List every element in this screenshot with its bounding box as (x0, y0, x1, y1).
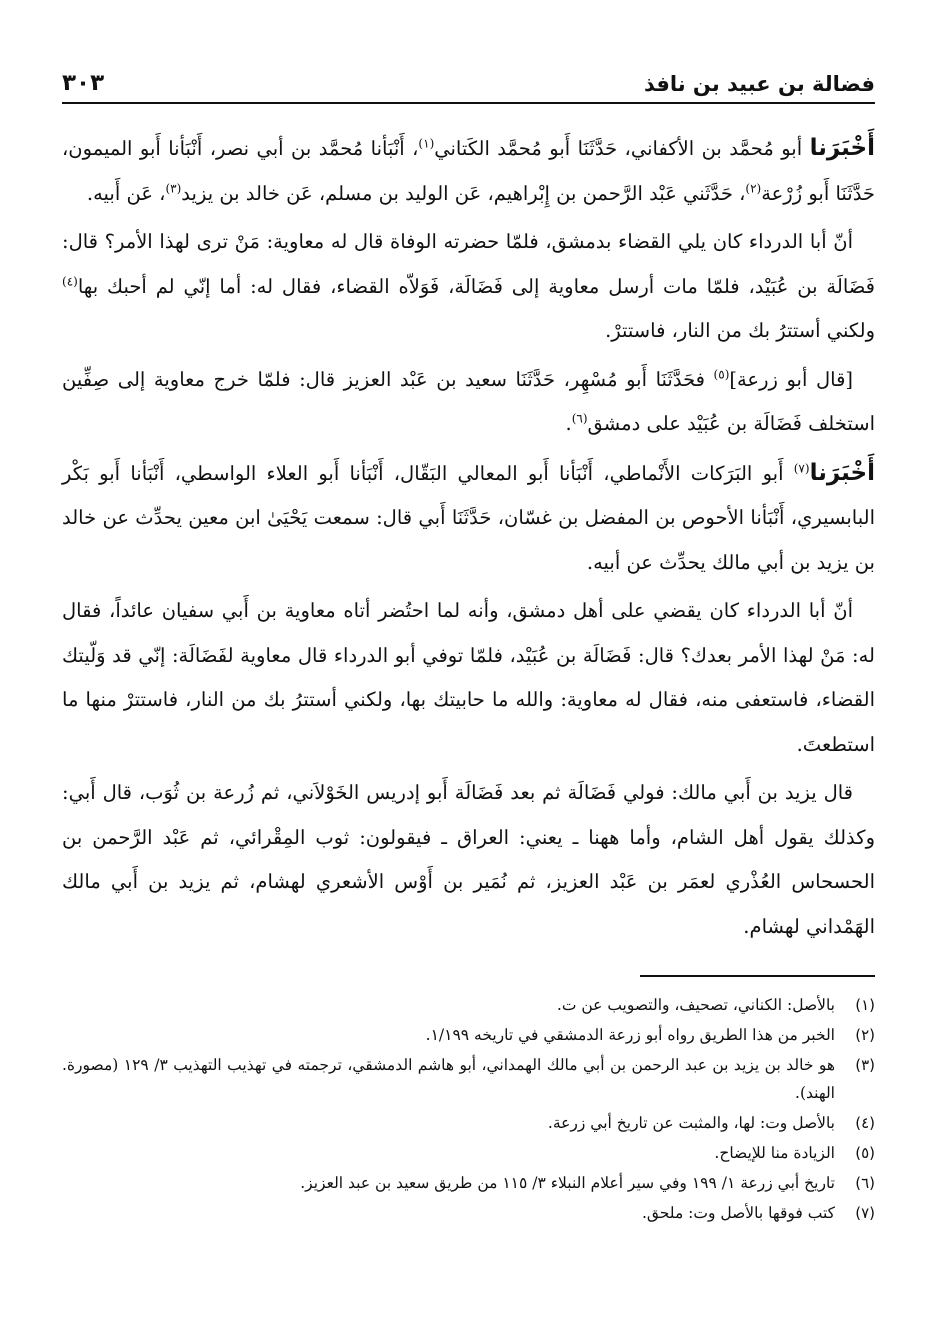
footnote-text: هو خالد بن يزيد بن عبد الرحمن بن أبي مالك الهمداني، أبو هاشم الدمشقي، ترجمته في تهذيب التهذيب ٣/ ١٢٩ (مصورة. الهند). (62, 1056, 836, 1102)
page-number: ٣٠٣ (62, 70, 105, 96)
paragraph-4 (62, 451, 875, 586)
paragraph-text: ، حَدَّثَني عَبْد الرَّحمن بن إِبْراهيم، عَن الوليد بن مسلم، عَن خالد بن يزيد (181, 181, 746, 205)
footnote-6 (62, 1169, 875, 1197)
running-header (62, 60, 875, 104)
footnote-text: كتب فوقها بالأصل وت: ملحق. (641, 1204, 835, 1222)
paragraph-text: . (565, 412, 572, 435)
footnote-number: (٤) (855, 1114, 875, 1132)
paragraph-text: أنّ أبا الدرداء كان يلي القضاء بدمشق، فلمّا حضرته الوفاة قال له معاوية: مَنْ ترى لهذا الأمر؟ قال: فَضَالَة بن عُبَيْد، فلمّا مات أرسل معاوية إلى فَضَالَة، فَوَلاّه القضاء، فقال له: أما إنّي لم أحبك بها (62, 230, 875, 298)
paragraph-text: فحَدَّثَنَا أَبو مُسْهِر، حَدَّثَنَا سعيد بن عَبْد العزيز قال: فلمّا خرج معاوية إلى صِفِّين استخلف فَضَالَة بن عُبَيْد على دمشق (62, 367, 875, 435)
paragraph-text: ، عَن أَبيه. (86, 181, 166, 205)
paragraph-6 (62, 771, 875, 949)
footnotes-list (62, 991, 875, 1227)
footnote-4 (62, 1109, 875, 1137)
footnote-number: (٢) (855, 1026, 875, 1044)
main-text (62, 126, 875, 949)
paragraph-text: قال يزيد بن أَبي مالك: فولي فَضَالَة ثم بعد فَضَالَة أَبو إدريس الخَوْلاَني، ثم زُرعة بن ثُوَب، قال أَبي: وكذلك يقول أهل الشام، وأما ههنا ـ يعني: العراق ـ فيقولون: ثوب المِقْرائي، ثم عَبْد الرَّحمن بن الحسحاس العُذْري لعمَر بن عَبْد العزيز، ثم نُمَير بن أَوْس الأشعري لهشام، ثم يزيد بن أَبي مالك الهَمْداني لهشام. (62, 781, 875, 938)
footnote-number: (٣) (855, 1056, 875, 1074)
footnote-ref: (١) (418, 136, 435, 151)
footnote-ref: (٣) (165, 181, 182, 195)
footnote-5 (62, 1139, 875, 1167)
paragraph-text: أَبو البَرَكات الأَنْماطي، أَنْبَأنا أَبو المعالي البَقّال، أَنْبَأنا أَبو العلاء الواسطي، أَنْبَأنا أَبو بَكْر البابسيري، أَنْبَأنا الأحوص بن المفضل بن غسّان، حَدَّثَنَا أَبي قال: سمعت يَحْيَىٰ ابن معين يحدِّث عن خالد بن يزيد بن أبي مالك يحدِّث عن أبيه. (62, 461, 875, 574)
footnote-ref: (٧) (793, 461, 810, 475)
footnote-number: (١) (855, 996, 875, 1014)
paragraph-text: [قال أبو زرعة] (729, 367, 853, 391)
footnote-number: (٥) (855, 1144, 875, 1162)
paragraph-text: ولكني أستترُ بك من النار، فاستترْ. (605, 319, 875, 342)
paragraph-text: أنّ أبا الدرداء كان يقضي على أهل دمشق، وأنه لما احتُضر أتاه معاوية بن أَبي سفيان عائداً، فقال له: مَنْ لهذا الأمر بعدك؟ قال: فَضَالَة بن عُبَيْد، فلمّا توفي أبو الدرداء قال معاوية لفَضَالَة: إنّي قد وَلّيتك القضاء، فاستعفى منه، فقال له معاوية: والله ما حابيتك بها، ولكني أستترُ بك من النار، فاستترْ منها ما استطعتَ. (62, 599, 875, 756)
footnote-text: بالأصل وت: لها، والمثبت عن تاريخ أبي زرعة. (547, 1114, 835, 1132)
footnote-2 (62, 1021, 875, 1049)
running-title: فضالة بن عبيد بن نافذ (643, 72, 875, 96)
footnote-text: الزيادة منا للإيضاح. (714, 1144, 835, 1162)
paragraph-text: أبو مُحمَّد بن الأكفاني، حَدَّثَنَا أَبو مُحمَّد الكَتاني (434, 137, 810, 160)
paragraph-2 (62, 220, 875, 354)
paragraph-lead: أَخْبَرَنا (809, 135, 875, 161)
footnote-separator (640, 975, 875, 977)
footnote-ref: (٤) (62, 274, 78, 288)
footnote-number: (٧) (855, 1204, 875, 1222)
paragraph-lead: أَخْبَرَنا (809, 459, 875, 486)
footnote-3 (62, 1051, 875, 1107)
footnote-ref: (٥) (713, 367, 730, 381)
footnote-ref: (٦) (571, 411, 588, 426)
footnote-text: الخبر من هذا الطريق رواه أبو زرعة الدمشقي في تاريخه ١/١٩٩. (425, 1026, 835, 1044)
paragraph-1 (62, 126, 875, 216)
paragraph-3 (62, 358, 875, 447)
footnote-text: بالأصل: الكناني، تصحيف، والتصويب عن ت. (556, 996, 835, 1014)
footnote-7 (62, 1199, 875, 1227)
footnote-number: (٦) (855, 1174, 875, 1192)
footnote-1 (62, 991, 875, 1019)
paragraph-5 (62, 589, 875, 767)
footnote-ref: (٢) (745, 181, 762, 195)
footnote-text: تاريخ أبي زرعة ١/ ١٩٩ وفي سير أعلام النبلاء ٣/ ١١٥ من طريق سعيد بن عبد العزيز. (300, 1174, 835, 1192)
paragraph-text: ، أَنْبَأنا مُحمَّد بن أبي نصر، أَنْبَأنا أَبو الميمون، حَدَّثَنَا أَبو زُرْعة (62, 137, 875, 205)
